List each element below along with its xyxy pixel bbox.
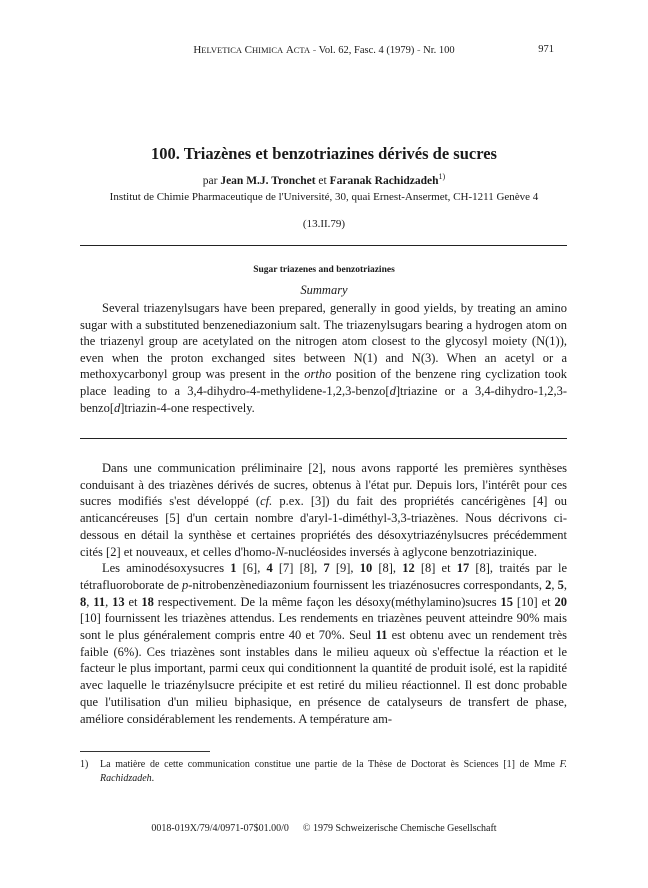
footnote-mark: 1) bbox=[80, 759, 89, 770]
journal-name-rest-3: CTA bbox=[293, 45, 311, 55]
body-text-run: -nitrobenzènediazonium fournissent les triazénosucres correspondants, bbox=[188, 577, 546, 592]
summary-ortho: ortho bbox=[304, 367, 332, 382]
body-text-run: et bbox=[124, 594, 142, 609]
compound-number: 17 bbox=[456, 561, 470, 576]
footnote-text: La matière de cette communication constitue une partie de la Thèse de Doctorat ès Sciences [1] de Mme bbox=[100, 759, 560, 770]
body-text-run: , bbox=[86, 594, 94, 609]
journal-name-rest-1: ELVETICA bbox=[201, 45, 243, 55]
body-text-run: [10] et bbox=[512, 594, 555, 609]
journal-name-rest-2: HIMICA bbox=[252, 45, 284, 55]
summary-bottom-rule bbox=[80, 438, 567, 439]
compound-number: 13 bbox=[112, 594, 125, 609]
footnote-body bbox=[100, 758, 567, 786]
body-text-run: p.ex. [3]) du fait des propriétés cancérigènes [4] ou anticancéreuses [5] d'un certain nombre d'aryl-1-diméthyl-3,3-triazènes. Nous décrivons ci-dessous en détail la synthèse et certaines propriétés des désoxytriazénylsucres précédemment cités [2] et nouveaux, et celles d'homo- bbox=[80, 494, 567, 559]
body-paragraph-1 bbox=[80, 460, 567, 560]
running-head-separator: - bbox=[417, 45, 421, 56]
body-italic-n: N bbox=[275, 544, 284, 559]
article-code: 0018-019X/79/4/0971-07$01.00/0 bbox=[151, 823, 289, 834]
received-date: (13.II.79) bbox=[302, 218, 346, 230]
summary-heading: Summary bbox=[300, 283, 348, 297]
summary-text: Several triazenylsugars have been prepared, generally in good yields, by treating an amino sugar with a substituted benzenediazonium salt. The triazenylsugars bearing a hydrogen atom on the triazenyl group are acetylated on the nitrogen atom closest to the glycosyl moiety (N(1)), even when the proton exchanged sites between N(1) and N(3). When an acetyl or a methoxycarbonyl group was present in the bbox=[80, 301, 567, 382]
summary-top-rule bbox=[80, 245, 567, 246]
body-paragraph-2 bbox=[80, 560, 567, 727]
compound-number: 4 bbox=[266, 561, 273, 576]
compound-number: 20 bbox=[554, 594, 567, 609]
body-text-run: -nucléosides inversés à aglycone benzotriazinique. bbox=[283, 544, 537, 559]
english-title: Sugar triazenes and benzotriazines bbox=[253, 265, 395, 275]
summary-paragraph bbox=[80, 300, 567, 416]
page-number: 971 bbox=[538, 44, 554, 55]
body-text-run: [8], traités par le tétrafluoroborate de bbox=[80, 561, 568, 592]
summary-text: ]triazine or a 3,4-dihydro-1,2,3-benzo[ bbox=[80, 383, 567, 415]
journal-name-initial-2: C bbox=[244, 44, 253, 56]
body-text-run: [8] et bbox=[414, 561, 457, 576]
footnote bbox=[80, 758, 567, 786]
footnote-end: . bbox=[151, 773, 155, 784]
body-text bbox=[80, 460, 567, 727]
compound-number: 7 bbox=[323, 561, 330, 576]
footnote-rule bbox=[80, 751, 210, 752]
body-text-run: est obtenu avec un rendement très faible (6%). Ces triazènes sont instables dans le milieu aqueux où s'effectue la réaction et le facteur le plus important, parmi ceux qui conditionnent la quantité de produit isolé, est la rapidité avec laquelle le triazénylsucre précipite et est retiré du milieu réactionnel. Il est donc probable que l'utilisation d'un milieu biphasique, en présence de catalyseurs de transfert de phase, améliore considérablement les rendements. A température am- bbox=[80, 628, 567, 726]
compound-number: 10 bbox=[359, 561, 373, 576]
footnote-name: F. Rachidzadeh bbox=[100, 759, 567, 784]
body-text-run: , bbox=[105, 594, 113, 609]
running-head-separator: - bbox=[312, 45, 317, 56]
summary-italic-d: d bbox=[114, 400, 121, 415]
footnote-reference: 1) bbox=[438, 172, 446, 181]
compound-number: 18 bbox=[141, 594, 154, 609]
compound-number: 5 bbox=[557, 577, 564, 592]
body-text-run: [10] fournissent les triazènes attendus. Les rendements en triazènes peuvent atteindre 90% mais sont le plus généralement compris entre 40 et 70%. Seul bbox=[80, 611, 567, 643]
body-text-run: [8], bbox=[372, 561, 403, 576]
author-conjunction: et bbox=[318, 174, 327, 187]
body-italic-p: p bbox=[182, 577, 189, 592]
body-text-run: Les aminodésoxysucres bbox=[102, 561, 231, 576]
summary-text: position of the benzene ring cyclization took place leading to a 3,4-dihydro-4-methylidene-1,2,3-benzo[ bbox=[80, 367, 568, 398]
running-head-volume: Vol. 62, Fasc. 4 (1979) bbox=[318, 45, 415, 56]
author-line bbox=[0, 172, 648, 187]
compound-number: 11 bbox=[93, 594, 106, 609]
body-text-run: [6], bbox=[236, 561, 267, 576]
body-text-run: [7] [8], bbox=[272, 561, 324, 576]
compound-number: 2 bbox=[545, 577, 552, 592]
compound-number: 12 bbox=[402, 561, 415, 576]
body-text-run: , bbox=[551, 577, 558, 592]
journal-name-initial-1: H bbox=[193, 44, 202, 56]
running-head bbox=[0, 44, 648, 60]
article-title: 100. Triazènes et benzotriazines dérivés de sucres bbox=[151, 144, 497, 163]
compound-number: 8 bbox=[80, 594, 87, 609]
author-prefix: par bbox=[202, 174, 218, 187]
body-text-run: , bbox=[563, 577, 567, 592]
copyright-notice: © 1979 Schweizerische Chemische Gesellschaft bbox=[302, 823, 497, 834]
compound-number: 15 bbox=[500, 594, 513, 609]
summary-italic-d: d bbox=[389, 383, 396, 398]
summary-text: ]triazin-4-one respectively. bbox=[120, 400, 255, 415]
running-head-number: Nr. 100 bbox=[423, 45, 455, 56]
body-text-run: respectivement. De la même façon les désoxy(méthylamino)sucres bbox=[153, 594, 501, 609]
compound-number: 11 bbox=[375, 628, 388, 643]
body-italic-cf: cf. bbox=[260, 494, 273, 509]
copyright-line bbox=[0, 823, 648, 834]
affiliation: Institut de Chimie Pharmaceutique de l'Université, 30, quai Ernest-Ansermet, CH-1211 Genève 4 bbox=[109, 191, 539, 203]
author-name-2: Faranak Rachidzadeh bbox=[329, 174, 439, 187]
journal-name-initial-3: A bbox=[285, 44, 294, 56]
author-name-1: Jean M.J. Tronchet bbox=[220, 174, 316, 187]
body-text-run: Dans une communication préliminaire [2], nous avons rapporté les premières synthèses conduisant à des triazènes dérivés de sucres, obtenus à l'état pur. Depuis lors, l'intérêt pour ces sucres modifiés s'est développé ( bbox=[80, 461, 567, 509]
body-text-run: [9], bbox=[329, 561, 360, 576]
compound-number: 1 bbox=[230, 561, 237, 576]
